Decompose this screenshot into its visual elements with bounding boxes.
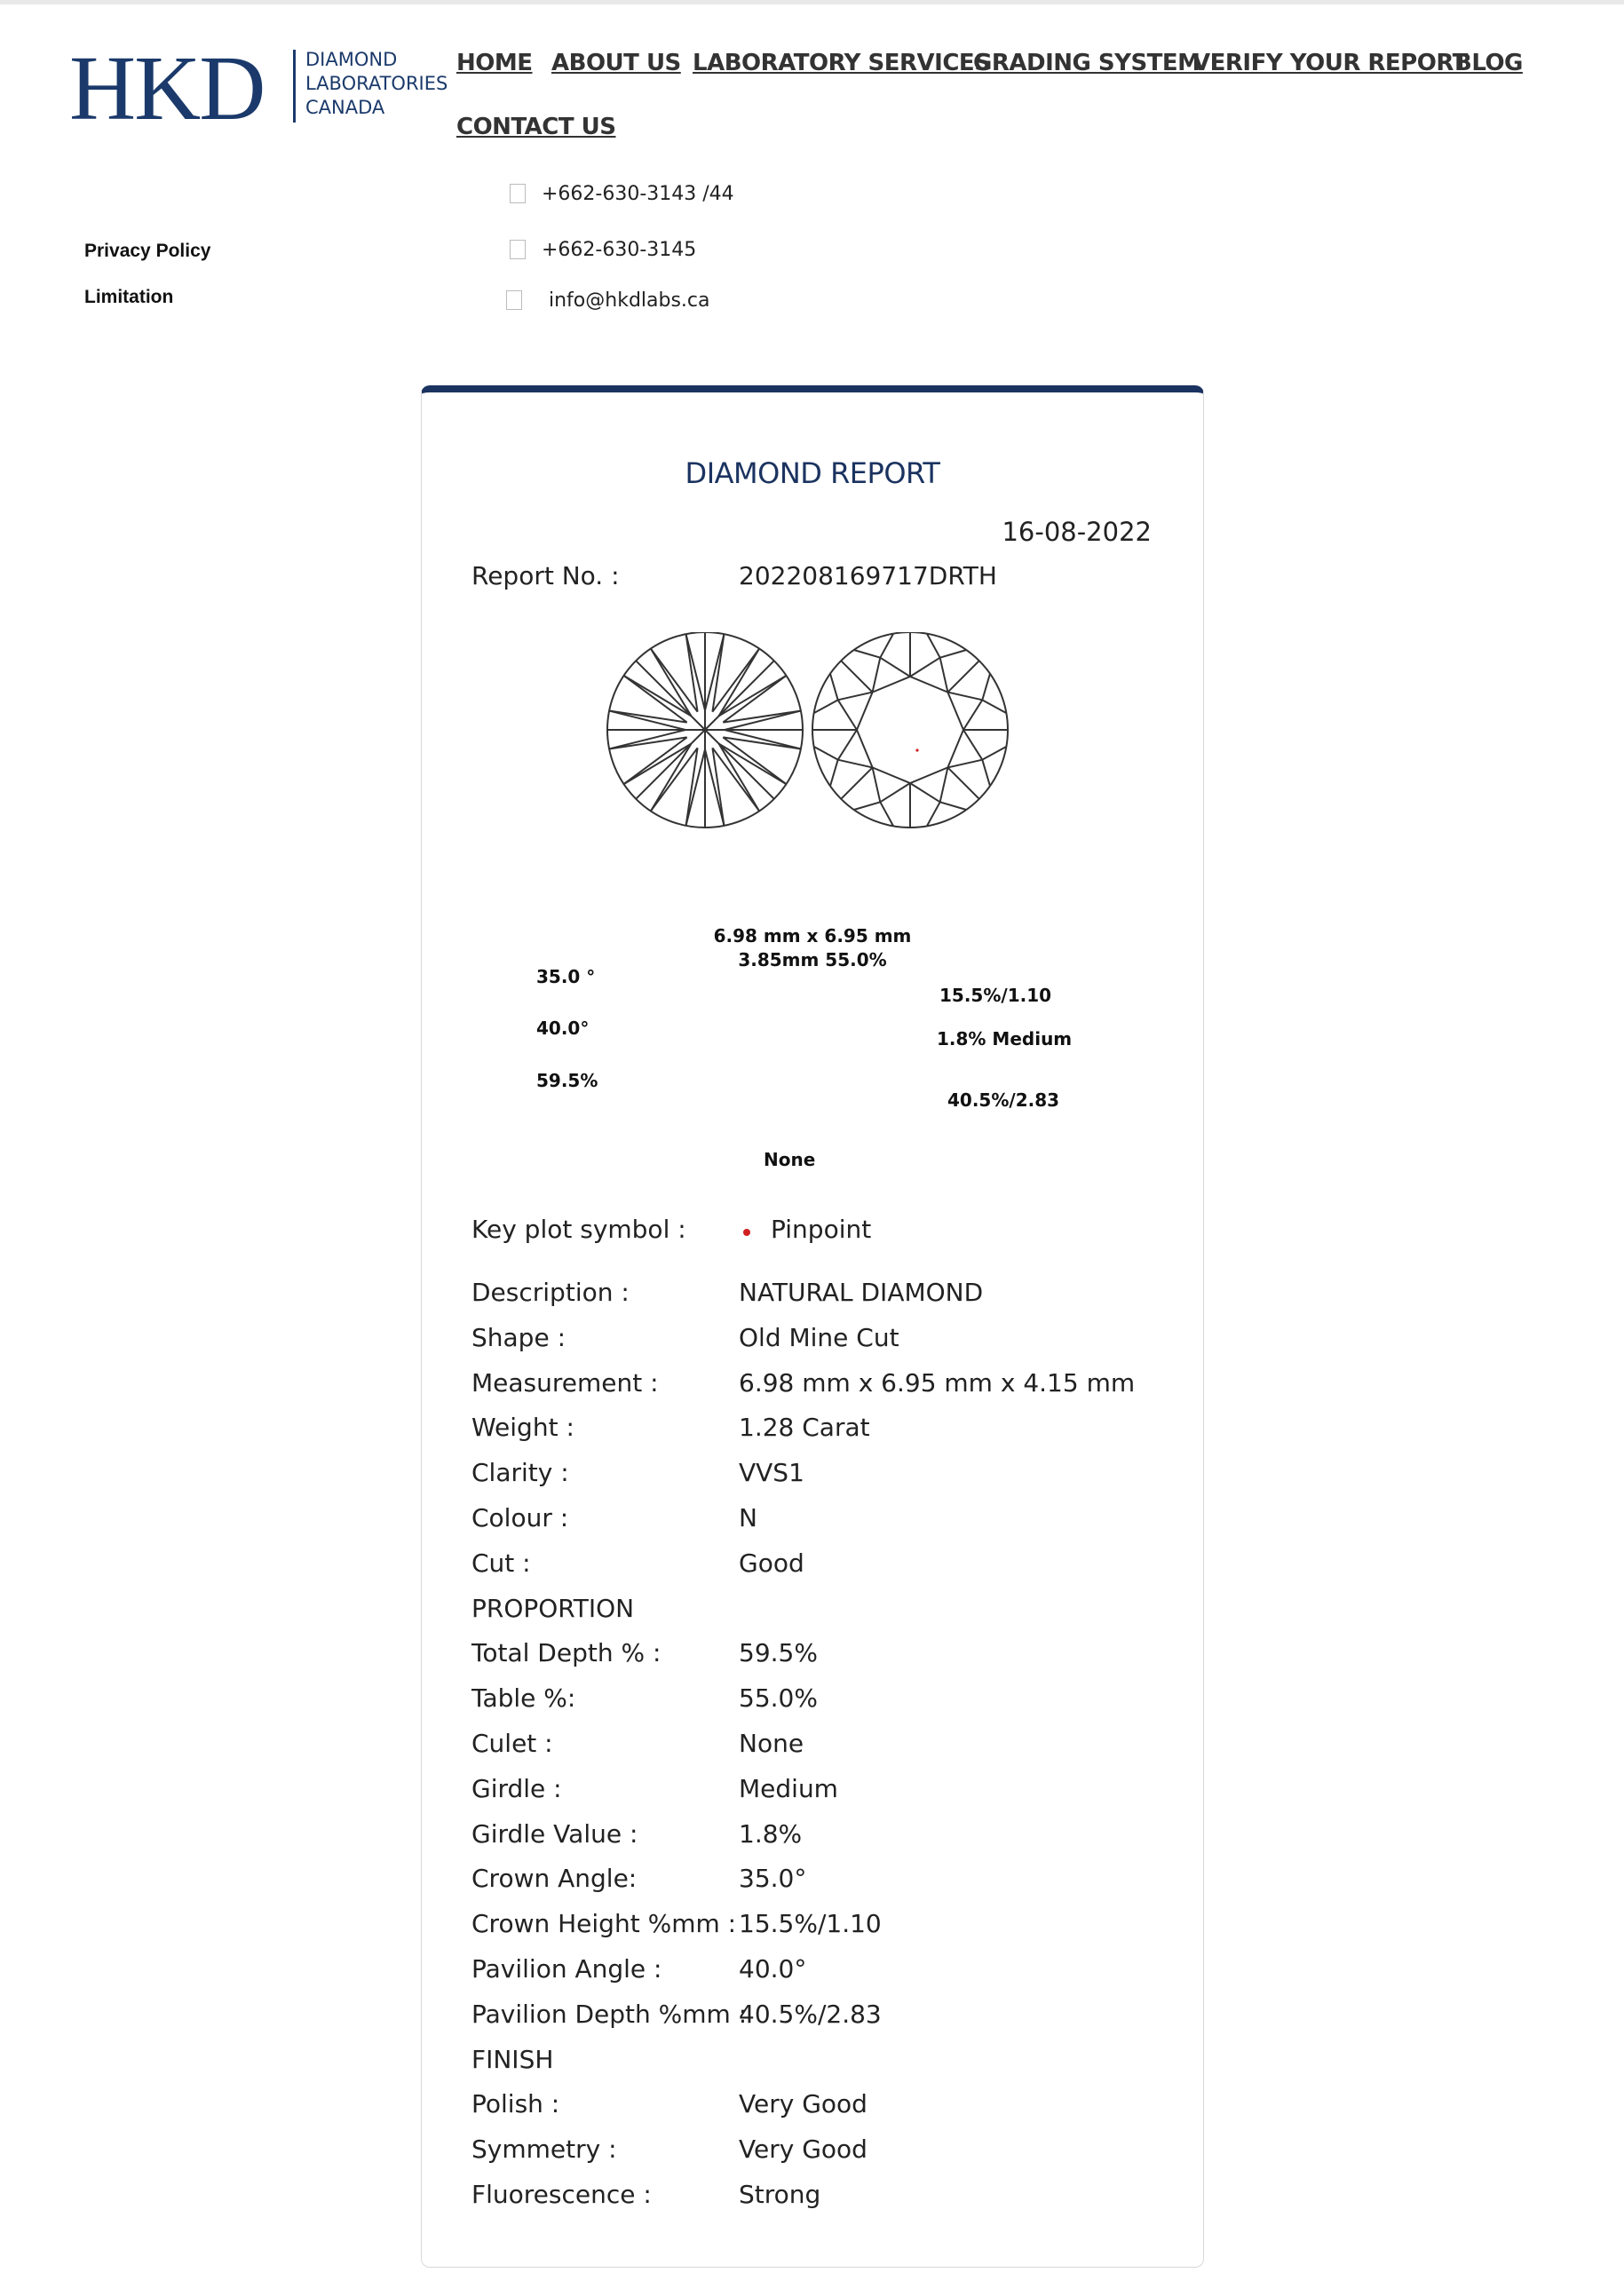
prop-pavilion-depth: 40.5%/2.83 bbox=[947, 1089, 1060, 1111]
detail-label: Cut : bbox=[471, 1548, 531, 1578]
detail-label: Pavilion Depth %mm : bbox=[471, 2000, 748, 2029]
detail-label: FINISH bbox=[471, 2045, 554, 2074]
detail-value: Very Good bbox=[739, 2134, 867, 2164]
report-number: 202208169717DRTH bbox=[739, 561, 997, 590]
crown-upper-girdle-line bbox=[814, 747, 838, 760]
detail-value: Old Mine Cut bbox=[739, 1323, 899, 1352]
crown-star-facet-line bbox=[838, 730, 857, 760]
privacy-policy-link[interactable]: Privacy Policy bbox=[84, 241, 211, 261]
pinpoint-symbol-icon bbox=[743, 1229, 750, 1236]
nav-verify-your-report[interactable]: VERIFY YOUR REPORT bbox=[1192, 50, 1468, 76]
crown-star-facet-line bbox=[880, 783, 910, 802]
email-icon bbox=[506, 290, 522, 310]
detail-label: Symmetry : bbox=[471, 2134, 617, 2164]
detail-value: 35.0° bbox=[739, 1864, 807, 1893]
pavilion-view-diagram bbox=[812, 632, 1008, 828]
nav-blog[interactable]: BLOG bbox=[1454, 50, 1523, 76]
pavilion-facet-line bbox=[624, 676, 687, 723]
detail-value: 1.8% bbox=[739, 1819, 803, 1849]
prop-culet: None bbox=[764, 1149, 816, 1170]
key-plot-value: Pinpoint bbox=[771, 1215, 872, 1244]
logo-line-1: DIAMOND bbox=[305, 49, 398, 70]
detail-label: Table %: bbox=[471, 1683, 576, 1713]
detail-label: Fluorescence : bbox=[471, 2180, 652, 2209]
crown-table-facet bbox=[857, 677, 963, 783]
detail-value: 15.5%/1.10 bbox=[739, 1909, 882, 1938]
phone-icon bbox=[510, 184, 526, 203]
nav-laboratory-services[interactable]: LABORATORY SERVICES bbox=[693, 50, 991, 76]
pavilion-facet-line bbox=[651, 649, 698, 712]
report-number-label: Report No. : bbox=[471, 561, 620, 590]
crown-star-facet-line bbox=[963, 700, 982, 730]
top-border bbox=[0, 0, 1624, 4]
crown-star-facet-line bbox=[910, 783, 940, 802]
crown-upper-girdle-line bbox=[830, 674, 838, 701]
detail-value: Strong bbox=[739, 2180, 821, 2209]
prop-girdle: 1.8% Medium bbox=[937, 1028, 1073, 1049]
detail-label: Culet : bbox=[471, 1729, 553, 1758]
crown-star-facet-line bbox=[940, 658, 948, 693]
detail-label: Total Depth % : bbox=[471, 1638, 661, 1667]
inclusion-pinpoint-mark bbox=[915, 748, 918, 751]
detail-label: Weight : bbox=[471, 1413, 574, 1442]
report-date: 16-08-2022 bbox=[1002, 517, 1152, 547]
detail-label: PROPORTION bbox=[471, 1594, 635, 1623]
detail-label: Shape : bbox=[471, 1323, 566, 1352]
prop-crown-height: 15.5%/1.10 bbox=[939, 985, 1052, 1006]
crown-upper-girdle-line bbox=[982, 700, 1006, 713]
crown-star-facet-line bbox=[963, 730, 982, 760]
detail-value: 1.28 Carat bbox=[739, 1413, 870, 1442]
pavilion-facet-line bbox=[712, 748, 759, 811]
crown-upper-girdle-line bbox=[814, 700, 838, 713]
nav-contact-us[interactable]: CONTACT US bbox=[456, 114, 616, 140]
detail-label: Colour : bbox=[471, 1503, 569, 1532]
detail-label: Girdle Value : bbox=[471, 1819, 638, 1849]
detail-value: VVS1 bbox=[739, 1458, 804, 1487]
fax-icon bbox=[510, 240, 526, 259]
phone-1-text: +662-630-3143 /44 bbox=[542, 182, 734, 205]
detail-value: 40.0° bbox=[739, 1954, 807, 1984]
crown-upper-girdle-line bbox=[982, 674, 990, 701]
email-text: info@hkdlabs.ca bbox=[549, 289, 710, 312]
diamond-plot-diagram bbox=[605, 632, 1020, 836]
pavilion-facet-line bbox=[723, 737, 786, 784]
crown-bezel-line bbox=[947, 661, 978, 692]
crown-star-facet-line bbox=[947, 760, 982, 768]
detail-label: Clarity : bbox=[471, 1458, 569, 1487]
crown-view-diagram bbox=[607, 632, 803, 828]
detail-label: Measurement : bbox=[471, 1368, 659, 1398]
crown-star-facet-line bbox=[940, 767, 948, 802]
pavilion-facet-line bbox=[624, 737, 687, 784]
crown-upper-girdle-line bbox=[830, 760, 838, 787]
pavilion-facet-line bbox=[651, 748, 698, 811]
crown-bezel-line bbox=[947, 767, 978, 798]
crown-star-facet-line bbox=[910, 658, 940, 677]
crown-star-facet-line bbox=[838, 760, 873, 768]
logo-subtitle bbox=[305, 48, 448, 120]
detail-value: None bbox=[739, 1729, 804, 1758]
crown-upper-girdle-line bbox=[880, 634, 893, 658]
crown-bezel-line bbox=[841, 661, 872, 692]
crown-upper-girdle-line bbox=[854, 650, 881, 658]
logo-line-3: CANADA bbox=[305, 97, 385, 118]
crown-star-facet-line bbox=[873, 658, 881, 693]
nav-about-us[interactable]: ABOUT US bbox=[551, 50, 681, 76]
contact-phone-2[interactable] bbox=[510, 236, 696, 263]
detail-label: Pavilion Angle : bbox=[471, 1954, 662, 1984]
crown-upper-girdle-line bbox=[982, 747, 1006, 760]
nav-grading-system[interactable]: GRADING SYSTEM bbox=[973, 50, 1200, 76]
detail-value: Medium bbox=[739, 1774, 838, 1803]
prop-dimensions: 6.98 mm x 6.95 mm bbox=[713, 925, 912, 946]
detail-value: Very Good bbox=[739, 2089, 867, 2119]
detail-value: 59.5% bbox=[739, 1638, 818, 1667]
detail-value: 6.98 mm x 6.95 mm x 4.15 mm bbox=[739, 1368, 1136, 1398]
phone-2-text: +662-630-3145 bbox=[542, 238, 697, 261]
crown-star-facet-line bbox=[838, 693, 873, 701]
prop-total-depth: 59.5% bbox=[536, 1070, 598, 1091]
report-title: DIAMOND REPORT bbox=[685, 456, 940, 490]
key-plot-label: Key plot symbol : bbox=[471, 1215, 686, 1244]
crown-star-facet-line bbox=[947, 693, 982, 701]
crown-upper-girdle-line bbox=[880, 802, 893, 826]
crown-upper-girdle-line bbox=[982, 760, 990, 787]
detail-value: NATURAL DIAMOND bbox=[739, 1278, 984, 1307]
report-card bbox=[421, 385, 1204, 2268]
detail-value: N bbox=[739, 1503, 757, 1532]
detail-value: 55.0% bbox=[739, 1683, 818, 1713]
crown-upper-girdle-line bbox=[940, 650, 967, 658]
detail-label: Girdle : bbox=[471, 1774, 562, 1803]
pavilion-facet-line bbox=[712, 649, 759, 712]
detail-label: Polish : bbox=[471, 2089, 560, 2119]
prop-depth-table: 3.85mm 55.0% bbox=[738, 949, 887, 970]
pavilion-facet-line bbox=[723, 676, 786, 723]
logo-line-2: LABORATORIES bbox=[305, 73, 448, 94]
crown-upper-girdle-line bbox=[927, 634, 940, 658]
limitation-link[interactable]: Limitation bbox=[84, 287, 174, 307]
prop-pavilion-angle: 40.0° bbox=[536, 1018, 590, 1039]
detail-value: 40.5%/2.83 bbox=[739, 2000, 882, 2029]
crown-upper-girdle-line bbox=[927, 802, 940, 826]
logo-divider bbox=[293, 50, 296, 123]
detail-label: Crown Angle: bbox=[471, 1864, 638, 1893]
crown-star-facet-line bbox=[880, 658, 910, 677]
detail-label: Crown Height %mm : bbox=[471, 1909, 737, 1938]
crown-star-facet-line bbox=[838, 700, 857, 730]
crown-upper-girdle-line bbox=[940, 802, 967, 810]
contact-email[interactable] bbox=[506, 287, 710, 313]
logo-mark: HKD bbox=[69, 37, 265, 139]
contact-phone-1[interactable] bbox=[510, 180, 734, 207]
crown-star-facet-line bbox=[873, 767, 881, 802]
detail-value: Good bbox=[739, 1548, 804, 1578]
crown-upper-girdle-line bbox=[854, 802, 881, 810]
prop-crown-angle: 35.0 ° bbox=[536, 966, 596, 987]
detail-label: Description : bbox=[471, 1278, 630, 1307]
crown-bezel-line bbox=[841, 767, 872, 798]
nav-home[interactable]: HOME bbox=[456, 50, 533, 76]
